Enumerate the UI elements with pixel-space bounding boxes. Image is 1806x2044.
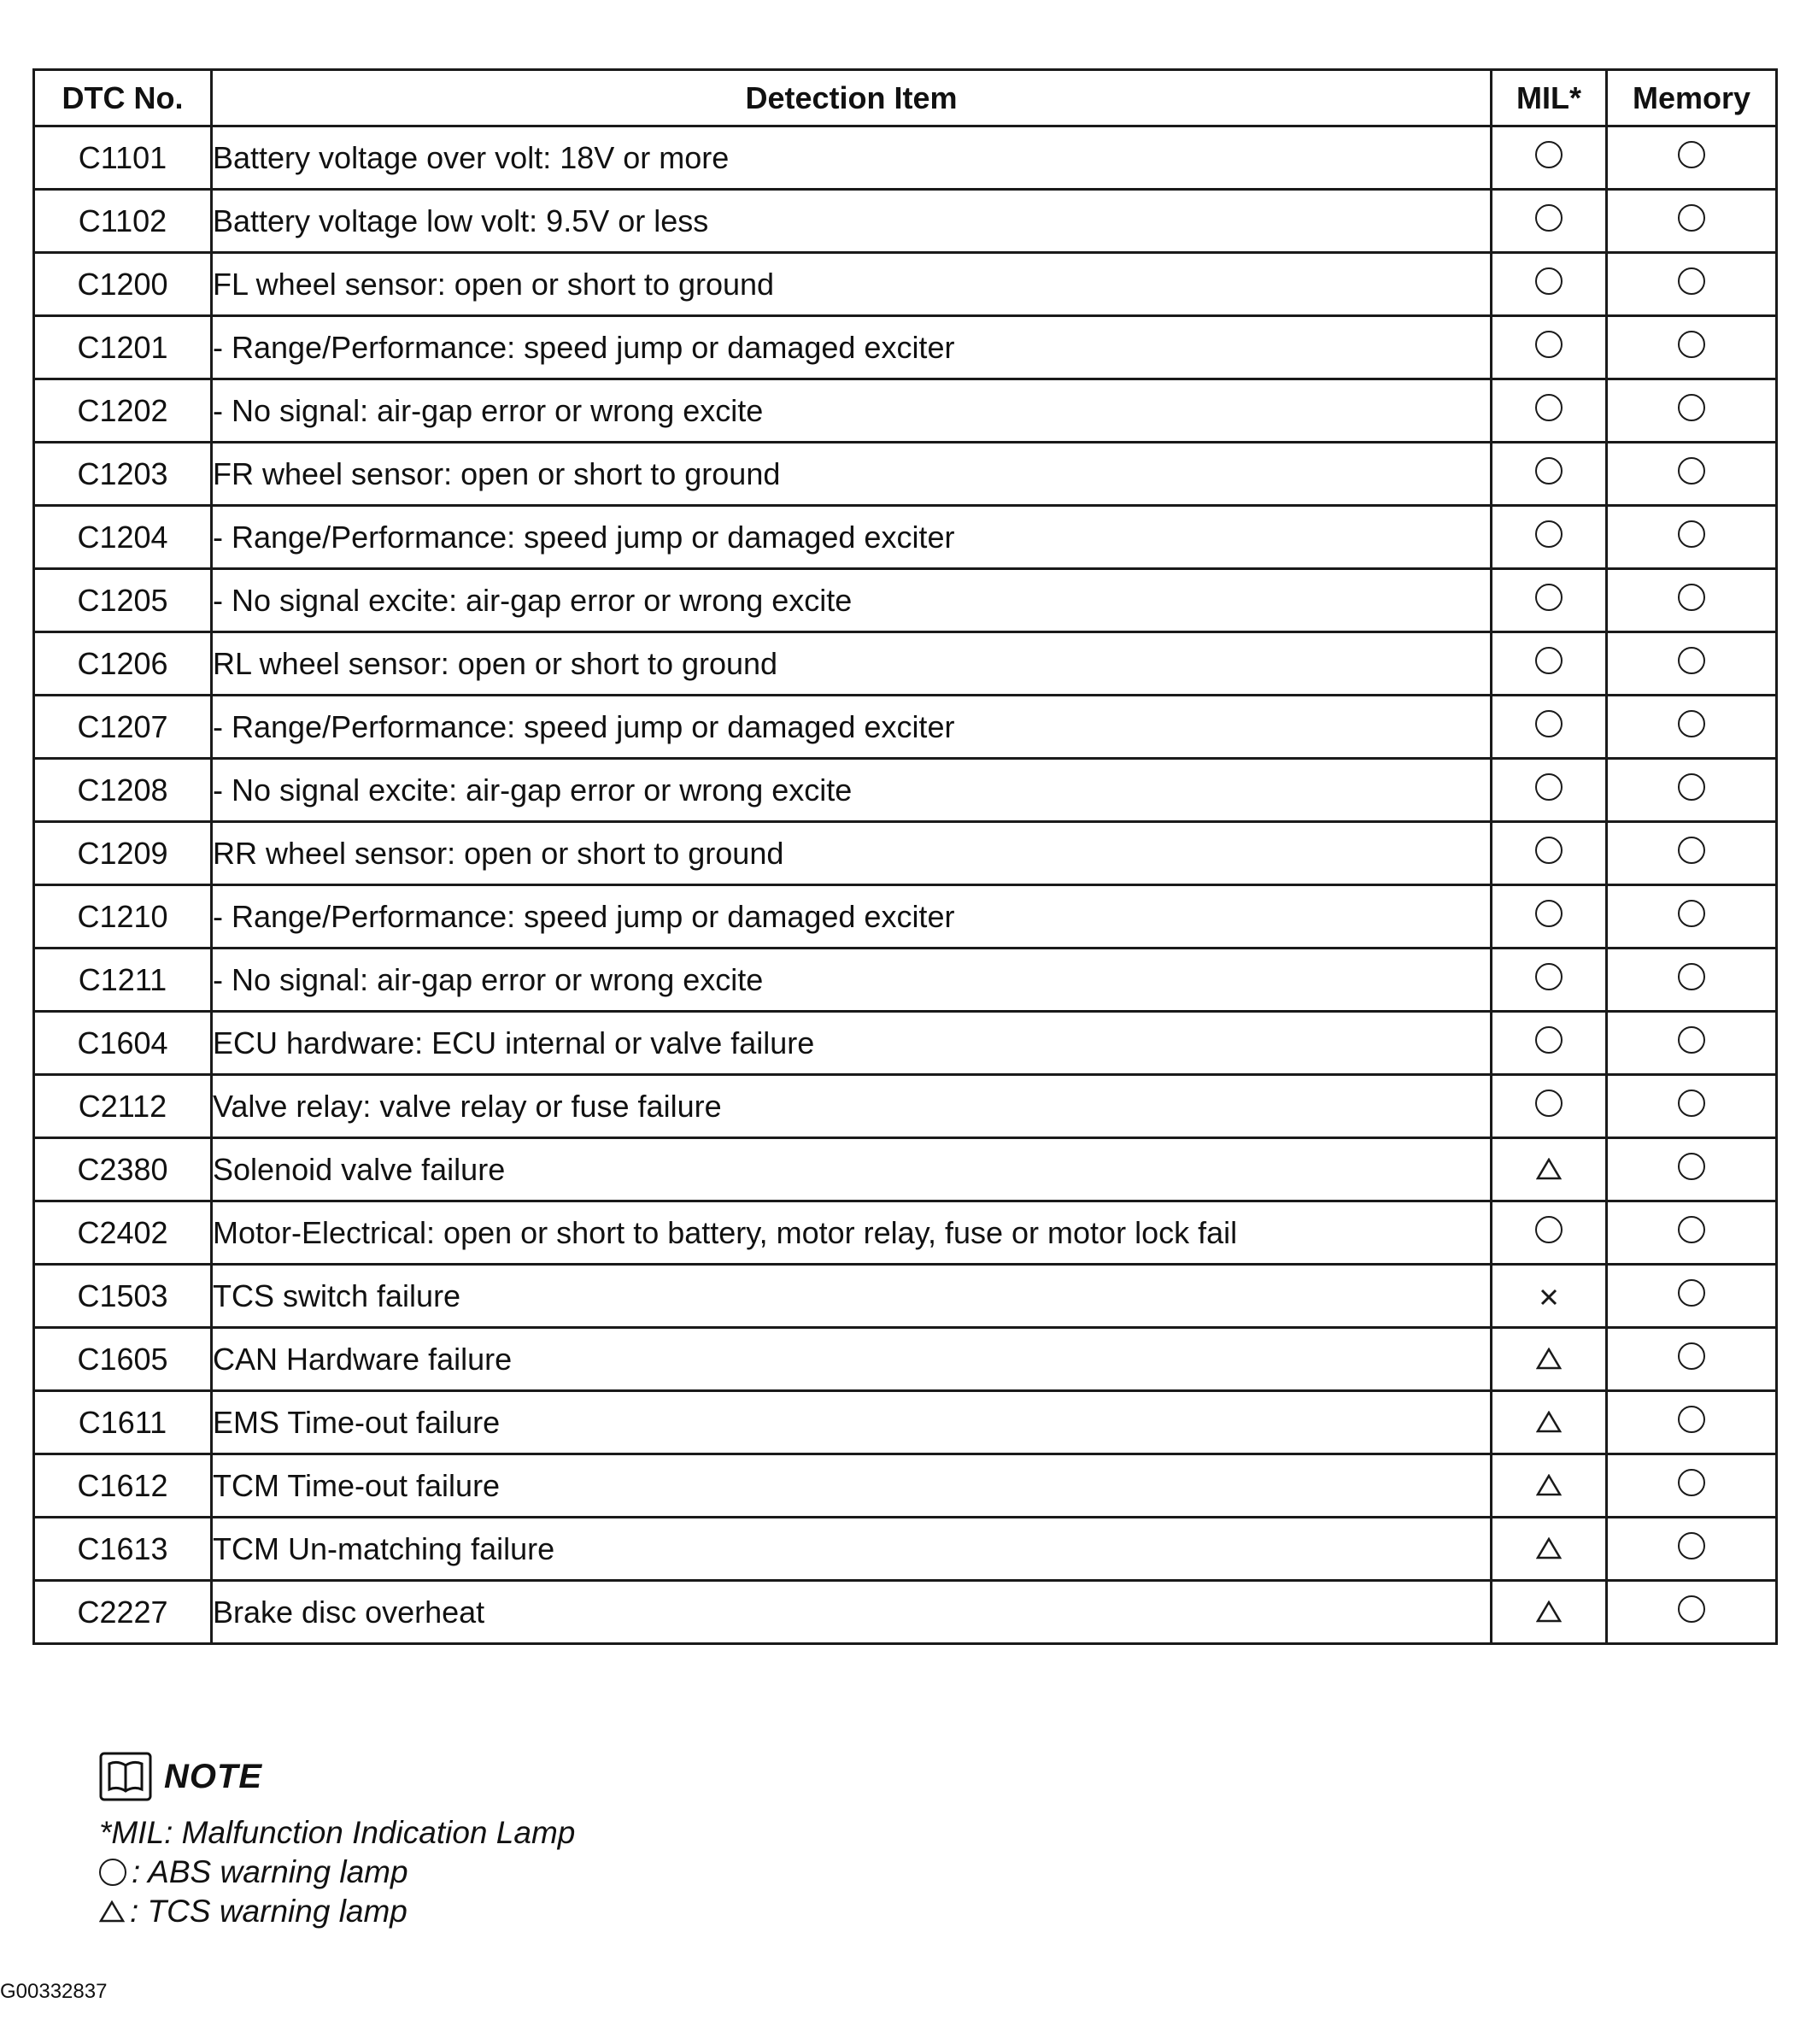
table-row	[34, 506, 1777, 569]
circle-icon	[1678, 394, 1705, 421]
header-mil: MIL*	[1492, 70, 1607, 126]
circle-icon	[1678, 1532, 1705, 1559]
dtc-code-cell: C2380	[34, 1138, 212, 1201]
circle-icon	[1678, 457, 1705, 485]
circle-icon	[1678, 331, 1705, 358]
detection-item-cell: - Range/Performance: speed jump or damaged exciter	[212, 885, 1492, 949]
circle-icon	[1678, 520, 1705, 548]
table-row	[34, 696, 1777, 759]
detection-item-cell: Battery voltage over volt: 18V or more	[212, 126, 1492, 190]
dtc-code-cell: C1208	[34, 759, 212, 822]
note-lines	[99, 1813, 575, 1931]
circle-icon	[1535, 647, 1563, 674]
mil-cell	[1492, 569, 1607, 632]
memory-cell	[1607, 1201, 1777, 1265]
memory-cell	[1607, 1265, 1777, 1328]
table-row	[34, 379, 1777, 443]
mil-cell	[1492, 443, 1607, 506]
table-row	[34, 253, 1777, 316]
dtc-code-cell: C2227	[34, 1581, 212, 1644]
mil-cell	[1492, 822, 1607, 885]
legend-symbol	[99, 1900, 125, 1923]
memory-cell	[1607, 379, 1777, 443]
table-row	[34, 1454, 1777, 1518]
table-row	[34, 1265, 1777, 1328]
note-section	[99, 1752, 575, 1931]
circle-icon	[1678, 584, 1705, 611]
circle-icon	[1678, 141, 1705, 168]
table-row	[34, 190, 1777, 253]
mil-cell	[1492, 696, 1607, 759]
circle-icon	[1678, 1342, 1705, 1370]
circle-icon	[1678, 1216, 1705, 1243]
dtc-code-cell: C2112	[34, 1075, 212, 1138]
dtc-code-cell: C1611	[34, 1391, 212, 1454]
circle-icon	[1678, 1153, 1705, 1180]
dtc-code-cell: C2402	[34, 1201, 212, 1265]
detection-item-cell: TCM Un-matching failure	[212, 1518, 1492, 1581]
dtc-code-cell: C1503	[34, 1265, 212, 1328]
dtc-code-cell: C1205	[34, 569, 212, 632]
triangle-icon	[99, 1900, 125, 1923]
note-line-text: : TCS warning lamp	[130, 1894, 408, 1929]
triangle-icon	[1536, 1537, 1562, 1559]
memory-cell	[1607, 1075, 1777, 1138]
note-line	[99, 1892, 575, 1931]
dtc-code-cell: C1605	[34, 1328, 212, 1391]
circle-icon	[1678, 204, 1705, 232]
mil-cell	[1492, 1518, 1607, 1581]
table-row	[34, 759, 1777, 822]
memory-cell	[1607, 822, 1777, 885]
mil-cell	[1492, 1075, 1607, 1138]
circle-icon	[1678, 963, 1705, 990]
table-row	[34, 632, 1777, 696]
detection-item-cell: FR wheel sensor: open or short to ground	[212, 443, 1492, 506]
header-dtc-no: DTC No.	[34, 70, 212, 126]
circle-icon	[1678, 1469, 1705, 1496]
memory-cell	[1607, 1391, 1777, 1454]
table-row	[34, 822, 1777, 885]
mil-cell	[1492, 1454, 1607, 1518]
table-row	[34, 1328, 1777, 1391]
circle-icon	[1678, 710, 1705, 737]
memory-cell	[1607, 190, 1777, 253]
circle-icon	[1535, 457, 1563, 485]
mil-cell	[1492, 1328, 1607, 1391]
mil-cell	[1492, 1201, 1607, 1265]
mil-cell	[1492, 632, 1607, 696]
table-header-row	[34, 70, 1777, 126]
dtc-code-cell: C1200	[34, 253, 212, 316]
circle-icon	[1535, 394, 1563, 421]
dtc-table	[32, 68, 1778, 1645]
circle-icon	[1535, 267, 1563, 295]
table-row	[34, 1518, 1777, 1581]
circle-icon	[1678, 773, 1705, 801]
circle-icon	[1678, 647, 1705, 674]
table-row	[34, 1391, 1777, 1454]
header-memory: Memory	[1607, 70, 1777, 126]
note-line	[99, 1813, 575, 1853]
table-row	[34, 949, 1777, 1012]
circle-icon	[1678, 1595, 1705, 1623]
detection-item-cell: Battery voltage low volt: 9.5V or less	[212, 190, 1492, 253]
dtc-code-cell: C1202	[34, 379, 212, 443]
header-detection-item: Detection Item	[212, 70, 1492, 126]
circle-icon	[1535, 963, 1563, 990]
table-row	[34, 1581, 1777, 1644]
detection-item-cell: - Range/Performance: speed jump or damaged exciter	[212, 696, 1492, 759]
dtc-code-cell: C1102	[34, 190, 212, 253]
detection-item-cell: ECU hardware: ECU internal or valve failure	[212, 1012, 1492, 1075]
circle-icon	[1535, 584, 1563, 611]
legend-symbol	[99, 1859, 126, 1886]
table-row	[34, 316, 1777, 379]
table-row	[34, 569, 1777, 632]
triangle-icon	[1536, 1158, 1562, 1180]
circle-icon	[1535, 204, 1563, 232]
memory-cell	[1607, 443, 1777, 506]
memory-cell	[1607, 759, 1777, 822]
circle-icon	[1678, 900, 1705, 927]
mil-cell	[1492, 1012, 1607, 1075]
memory-cell	[1607, 569, 1777, 632]
memory-cell	[1607, 1138, 1777, 1201]
circle-icon	[1678, 1406, 1705, 1433]
note-line-text: : ABS warning lamp	[132, 1854, 408, 1889]
circle-icon	[1535, 773, 1563, 801]
note-heading	[99, 1752, 575, 1801]
note-line	[99, 1853, 575, 1892]
circle-icon	[1678, 1026, 1705, 1054]
memory-cell	[1607, 632, 1777, 696]
triangle-icon	[1536, 1411, 1562, 1433]
table-row	[34, 126, 1777, 190]
detection-item-cell: - No signal: air-gap error or wrong excite	[212, 949, 1492, 1012]
circle-icon	[1678, 1090, 1705, 1117]
dtc-code-cell: C1211	[34, 949, 212, 1012]
dtc-code-cell: C1612	[34, 1454, 212, 1518]
detection-item-cell: RR wheel sensor: open or short to ground	[212, 822, 1492, 885]
circle-icon	[1535, 1026, 1563, 1054]
detection-item-cell: Valve relay: valve relay or fuse failure	[212, 1075, 1492, 1138]
detection-item-cell: - Range/Performance: speed jump or damaged exciter	[212, 316, 1492, 379]
mil-cell	[1492, 316, 1607, 379]
mil-cell	[1492, 1581, 1607, 1644]
dtc-code-cell: C1207	[34, 696, 212, 759]
triangle-icon	[1536, 1348, 1562, 1370]
memory-cell	[1607, 885, 1777, 949]
detection-item-cell: - Range/Performance: speed jump or damaged exciter	[212, 506, 1492, 569]
table-row	[34, 1201, 1777, 1265]
memory-cell	[1607, 253, 1777, 316]
circle-icon	[1535, 1090, 1563, 1117]
memory-cell	[1607, 949, 1777, 1012]
detection-item-cell: Motor-Electrical: open or short to battery, motor relay, fuse or motor lock fail	[212, 1201, 1492, 1265]
detection-item-cell: TCM Time-out failure	[212, 1454, 1492, 1518]
detection-item-cell: - No signal excite: air-gap error or wrong excite	[212, 759, 1492, 822]
circle-icon	[1535, 331, 1563, 358]
mil-cell	[1492, 885, 1607, 949]
memory-cell	[1607, 126, 1777, 190]
triangle-icon	[1536, 1474, 1562, 1496]
memory-cell	[1607, 1012, 1777, 1075]
dtc-code-cell: C1201	[34, 316, 212, 379]
circle-icon	[1535, 141, 1563, 168]
detection-item-cell: FL wheel sensor: open or short to ground	[212, 253, 1492, 316]
table-row	[34, 885, 1777, 949]
mil-cell	[1492, 1391, 1607, 1454]
memory-cell	[1607, 696, 1777, 759]
detection-item-cell: Brake disc overheat	[212, 1581, 1492, 1644]
circle-icon	[1535, 900, 1563, 927]
dtc-code-cell: C1613	[34, 1518, 212, 1581]
table-row	[34, 1012, 1777, 1075]
circle-icon	[1535, 837, 1563, 864]
detection-item-cell: TCS switch failure	[212, 1265, 1492, 1328]
note-line-text: *MIL: Malfunction Indication Lamp	[99, 1815, 576, 1850]
memory-cell	[1607, 316, 1777, 379]
mil-cell	[1492, 949, 1607, 1012]
circle-icon	[1535, 1216, 1563, 1243]
mil-cell	[1492, 126, 1607, 190]
detection-item-cell: EMS Time-out failure	[212, 1391, 1492, 1454]
circle-icon	[1535, 710, 1563, 737]
dtc-code-cell: C1206	[34, 632, 212, 696]
mil-cell	[1492, 190, 1607, 253]
circle-icon	[1535, 520, 1563, 548]
table-body	[34, 126, 1777, 1644]
circle-icon	[99, 1859, 126, 1886]
memory-cell	[1607, 1328, 1777, 1391]
book-icon	[99, 1752, 152, 1801]
mil-cell	[1492, 1265, 1607, 1328]
mil-cell	[1492, 759, 1607, 822]
detection-item-cell: CAN Hardware failure	[212, 1328, 1492, 1391]
circle-icon	[1678, 1279, 1705, 1307]
detection-item-cell: RL wheel sensor: open or short to ground	[212, 632, 1492, 696]
mil-cell	[1492, 253, 1607, 316]
circle-icon	[1678, 267, 1705, 295]
mil-cell	[1492, 379, 1607, 443]
dtc-code-cell: C1209	[34, 822, 212, 885]
memory-cell	[1607, 1454, 1777, 1518]
memory-cell	[1607, 1518, 1777, 1581]
detection-item-cell: Solenoid valve failure	[212, 1138, 1492, 1201]
note-title: NOTE	[164, 1757, 263, 1795]
dtc-code-cell: C1604	[34, 1012, 212, 1075]
mil-cell	[1492, 1138, 1607, 1201]
circle-icon	[1678, 837, 1705, 864]
detection-item-cell: - No signal: air-gap error or wrong excite	[212, 379, 1492, 443]
triangle-icon	[1536, 1601, 1562, 1623]
dtc-code-cell: C1203	[34, 443, 212, 506]
table-row	[34, 1138, 1777, 1201]
detection-item-cell: - No signal excite: air-gap error or wrong excite	[212, 569, 1492, 632]
mil-cell	[1492, 506, 1607, 569]
dtc-code-cell: C1210	[34, 885, 212, 949]
cross-icon	[1539, 1288, 1558, 1307]
dtc-code-cell: C1101	[34, 126, 212, 190]
dtc-code-cell: C1204	[34, 506, 212, 569]
memory-cell	[1607, 1581, 1777, 1644]
table-row	[34, 1075, 1777, 1138]
figure-id: G00332837	[0, 1980, 108, 2003]
table-row	[34, 443, 1777, 506]
memory-cell	[1607, 506, 1777, 569]
